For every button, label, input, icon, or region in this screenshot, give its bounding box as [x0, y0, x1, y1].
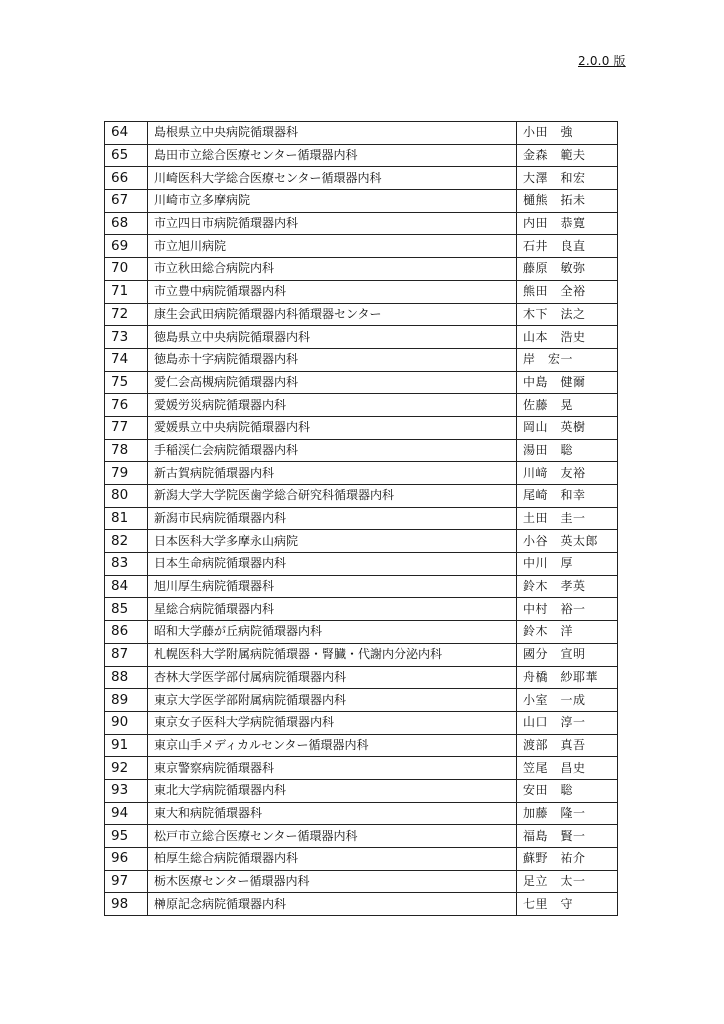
institution-name: 昭和大学藤が丘病院循環器内科 [148, 621, 517, 644]
row-number: 72 [105, 303, 148, 326]
row-number: 70 [105, 258, 148, 281]
person-name: 山口 淳一 [517, 711, 618, 734]
institution-name: 日本生命病院循環器内科 [148, 553, 517, 576]
row-number: 97 [105, 870, 148, 893]
person-name: 藤原 敏弥 [517, 258, 618, 281]
person-name: 中島 健爾 [517, 371, 618, 394]
table-row [105, 439, 618, 462]
table-row [105, 258, 618, 281]
row-number: 96 [105, 848, 148, 871]
table-row [105, 190, 618, 213]
institution-name: 星総合病院循環器内科 [148, 598, 517, 621]
institution-name: 川崎医科大学総合医療センター循環器内科 [148, 167, 517, 190]
row-number: 84 [105, 575, 148, 598]
person-name: 加藤 隆一 [517, 802, 618, 825]
row-number: 68 [105, 212, 148, 235]
row-number: 92 [105, 757, 148, 780]
row-number: 98 [105, 893, 148, 916]
person-name: 岸 宏一 [517, 348, 618, 371]
institution-name: 愛仁会高槻病院循環器内科 [148, 371, 517, 394]
person-name: 佐藤 晃 [517, 394, 618, 417]
row-number: 83 [105, 553, 148, 576]
institution-name: 島根県立中央病院循環器科 [148, 122, 517, 145]
person-name: 熊田 全裕 [517, 280, 618, 303]
version-label: 2.0.0 版 [578, 54, 626, 68]
institution-name: 島田市立総合医療センター循環器内科 [148, 144, 517, 167]
person-name: 福島 賢一 [517, 825, 618, 848]
row-number: 64 [105, 122, 148, 145]
table-row [105, 394, 618, 417]
row-number: 79 [105, 462, 148, 485]
institution-name: 康生会武田病院循環器内科循環器センター [148, 303, 517, 326]
row-number: 82 [105, 530, 148, 553]
institution-name: 東京山手メディカルセンター循環器内科 [148, 734, 517, 757]
institution-name: 市立豊中病院循環器内科 [148, 280, 517, 303]
institution-name: 柏厚生総合病院循環器内科 [148, 848, 517, 871]
table-row [105, 598, 618, 621]
row-number: 85 [105, 598, 148, 621]
table-row [105, 757, 618, 780]
person-name: 岡山 英樹 [517, 416, 618, 439]
person-name: 内田 恭寛 [517, 212, 618, 235]
person-name: 安田 聡 [517, 779, 618, 802]
table-row [105, 893, 618, 916]
table-row [105, 779, 618, 802]
row-number: 88 [105, 666, 148, 689]
institution-name: 東京大学医学部附属病院循環器内科 [148, 689, 517, 712]
table-row [105, 326, 618, 349]
person-name: 國分 宣明 [517, 643, 618, 666]
person-name: 川﨑 友裕 [517, 462, 618, 485]
person-name: 足立 太一 [517, 870, 618, 893]
table-row [105, 416, 618, 439]
row-number: 66 [105, 167, 148, 190]
row-number: 94 [105, 802, 148, 825]
institution-name: 栃木医療センター循環器内科 [148, 870, 517, 893]
table-row [105, 144, 618, 167]
person-name: 木下 法之 [517, 303, 618, 326]
institution-table-body [105, 122, 618, 916]
row-number: 74 [105, 348, 148, 371]
person-name: 渡部 真吾 [517, 734, 618, 757]
institution-name: 札幌医科大学附属病院循環器・腎臓・代謝内分泌内科 [148, 643, 517, 666]
table-row [105, 167, 618, 190]
person-name: 七里 守 [517, 893, 618, 916]
institution-name: 新潟大学大学院医歯学総合研究科循環器内科 [148, 485, 517, 508]
table-row [105, 689, 618, 712]
person-name: 樋熊 拓未 [517, 190, 618, 213]
person-name: 石井 良直 [517, 235, 618, 258]
row-number: 71 [105, 280, 148, 303]
table-row [105, 371, 618, 394]
institution-name: 東京警察病院循環器科 [148, 757, 517, 780]
institution-name: 杏林大学医学部付属病院循環器内科 [148, 666, 517, 689]
row-number: 69 [105, 235, 148, 258]
institution-name: 東京女子医科大学病院循環器内科 [148, 711, 517, 734]
person-name: 鈴木 洋 [517, 621, 618, 644]
person-name: 小谷 英太郎 [517, 530, 618, 553]
table-row [105, 575, 618, 598]
person-name: 小室 一成 [517, 689, 618, 712]
table-row [105, 711, 618, 734]
institution-name: 松戸市立総合医療センター循環器内科 [148, 825, 517, 848]
person-name: 笠尾 昌史 [517, 757, 618, 780]
table-row [105, 280, 618, 303]
row-number: 91 [105, 734, 148, 757]
row-number: 81 [105, 507, 148, 530]
table-row [105, 666, 618, 689]
institution-name: 愛媛労災病院循環器内科 [148, 394, 517, 417]
institution-name: 榊原記念病院循環器内科 [148, 893, 517, 916]
row-number: 80 [105, 485, 148, 508]
table-row [105, 122, 618, 145]
row-number: 78 [105, 439, 148, 462]
institution-name: 手稲渓仁会病院循環器内科 [148, 439, 517, 462]
institution-name: 新潟市民病院循環器内科 [148, 507, 517, 530]
institution-table [104, 121, 618, 916]
table-row [105, 825, 618, 848]
row-number: 89 [105, 689, 148, 712]
table-row [105, 348, 618, 371]
table-row [105, 802, 618, 825]
institution-name: 新古賀病院循環器内科 [148, 462, 517, 485]
row-number: 67 [105, 190, 148, 213]
person-name: 大澤 和宏 [517, 167, 618, 190]
row-number: 95 [105, 825, 148, 848]
institution-name: 市立旭川病院 [148, 235, 517, 258]
person-name: 中村 裕一 [517, 598, 618, 621]
person-name: 蘇野 祐介 [517, 848, 618, 871]
person-name: 小田 強 [517, 122, 618, 145]
row-number: 90 [105, 711, 148, 734]
table-row [105, 734, 618, 757]
institution-name: 日本医科大学多摩永山病院 [148, 530, 517, 553]
institution-name: 愛媛県立中央病院循環器内科 [148, 416, 517, 439]
institution-name: 東北大学病院循環器内科 [148, 779, 517, 802]
person-name: 中川 厚 [517, 553, 618, 576]
row-number: 73 [105, 326, 148, 349]
table-row [105, 848, 618, 871]
person-name: 湯田 聡 [517, 439, 618, 462]
institution-name: 市立四日市病院循環器内科 [148, 212, 517, 235]
institution-name: 東大和病院循環器科 [148, 802, 517, 825]
table-row [105, 870, 618, 893]
row-number: 76 [105, 394, 148, 417]
person-name: 舟橋 紗耶華 [517, 666, 618, 689]
table-row [105, 235, 618, 258]
person-name: 土田 圭一 [517, 507, 618, 530]
table-row [105, 462, 618, 485]
person-name: 山本 浩史 [517, 326, 618, 349]
table-row [105, 507, 618, 530]
institution-name: 旭川厚生病院循環器科 [148, 575, 517, 598]
person-name: 鈴木 孝英 [517, 575, 618, 598]
institution-name: 徳島赤十字病院循環器内科 [148, 348, 517, 371]
table-row [105, 212, 618, 235]
table-row [105, 485, 618, 508]
table-row [105, 530, 618, 553]
row-number: 86 [105, 621, 148, 644]
person-name: 尾崎 和幸 [517, 485, 618, 508]
table-row [105, 643, 618, 666]
row-number: 77 [105, 416, 148, 439]
row-number: 65 [105, 144, 148, 167]
institution-name: 徳島県立中央病院循環器内科 [148, 326, 517, 349]
row-number: 87 [105, 643, 148, 666]
institution-name: 川崎市立多摩病院 [148, 190, 517, 213]
table-row [105, 621, 618, 644]
row-number: 93 [105, 779, 148, 802]
institution-name: 市立秋田総合病院内科 [148, 258, 517, 281]
table-row [105, 553, 618, 576]
row-number: 75 [105, 371, 148, 394]
table-row [105, 303, 618, 326]
person-name: 金森 範夫 [517, 144, 618, 167]
